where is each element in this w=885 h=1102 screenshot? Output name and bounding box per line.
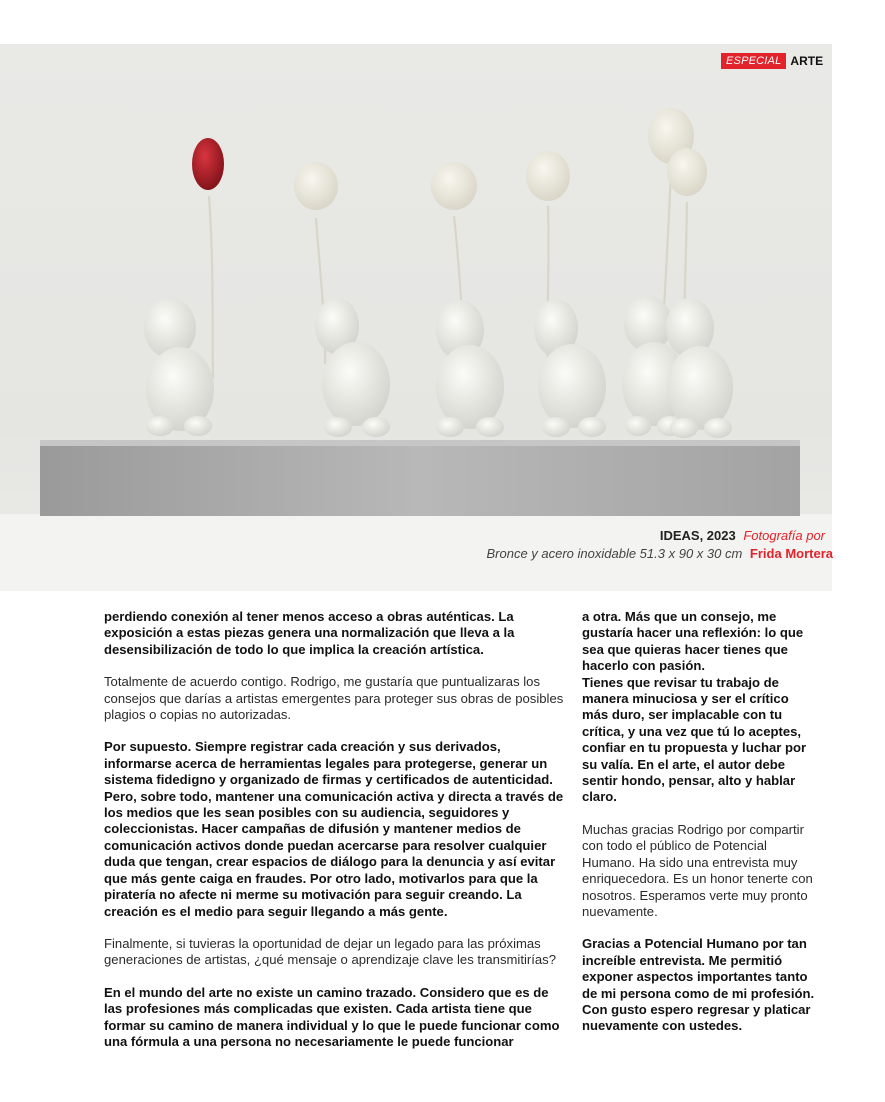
paragraph: perdiendo conexión al tener menos acceso a obras auténticas. La exposición a estas piezas genera una normalización que lleva a la desensibilización de todo lo que implica la creación artística. [104,609,515,657]
section-tag [721,52,823,70]
photo-caption-title [660,528,825,543]
sculpture-photo [0,44,832,591]
paragraph: a otra. Más que un consejo, me gustaría hacer una reflexión: lo que sea que quieras hacer tienes que hacerlo con pasión. Tienes que revisar tu trabajo de manera minuciosa y ser el crítico más duro, ser implacable con tu crítica, y una vez que tú lo aceptes, confiar en tu propuesta y luchar por su valía. En el arte, el autor debe sentir hondo, pensar, alto y hablar claro. [582,609,807,805]
figure [534,299,606,437]
article-right-column [582,609,818,1035]
article-left-column [104,609,566,1050]
paragraph: Totalmente de acuerdo contigo. Rodrigo, me gustaría que puntualizaras los consejos que darías a artistas emergentes para proteger sus obras de posibles plagios o copias no autorizadas. [104,674,564,723]
balloon [526,151,570,201]
balloon [667,148,707,196]
figure [315,298,390,437]
balloon [431,162,477,210]
artwork-title: IDEAS, 2023 [659,528,736,543]
pedestal-top [40,440,800,446]
artwork-materials: Bronce y acero inoxidable 51.3 x 90 x 30 cm [486,546,743,561]
red-balloon [192,138,224,190]
balloon [294,162,338,210]
sculpture-illustration [0,44,832,591]
paragraph: Muchas gracias Rodrigo por compartir con todo el público de Potencial Humano. Ha sido una entrevista muy enriquecedora. Es un honor tenerte con nosotros. Esperamos verte muy pronto nuevamente. [582,821,813,919]
photographer-name: Frida Mortera [749,546,833,561]
paragraph: Por supuesto. Siempre registrar cada creación y sus derivados, informarse acerca de herramientas legales para protegerse, generar un sistema fidedigno y organizado de firmas y certificados de autenticidad. Pero, sobre todo, mantener una comunicación activa y directa a través de los medios que les sean posibles con su audiencia, seguidores y coleccionistas. Hacer campañas de difusión y mantener medios de comunicación activos donde puedan acercarse para resolver cualquier duda que tengan, crear espacios de diálogo para la denuncia y así evitar que más gente caiga en fraudes. Por otro lado, motivarlos para que la piratería no afecte ni merme su motivación para seguir creando. La creación es el medio para seguir llegando a más gente. [104,739,564,919]
paragraph: Finalmente, si tuvieras la oportunidad de dejar un legado para las próximas generaciones de artistas, ¿qué mensaje o aprendizaje clave les transmitirías? [104,935,556,968]
photo-caption-details [486,546,833,561]
paragraph: En el mundo del arte no existe un camino trazado. Considero que es de las profesiones más complicadas que existen. Cada artista tiene que formar su camino de manera individual y lo que le puede funcionar como una fórmula a una persona no necesariamente le puede funcionar [104,984,560,1049]
figure [666,298,733,438]
figure [436,300,504,437]
pedestal [40,446,800,516]
section-label: ESPECIAL [721,53,786,69]
category-label: ARTE [790,54,824,68]
paragraph: Gracias a Potencial Humano por tan increíble entrevista. Me permitió exponer aspectos importantes tanto de mi persona como de mi profesión. Con gusto espero regresar y platicar nuevamente con ustedes. [582,936,815,1034]
figure [144,298,214,436]
photo-credit-label: Fotografía por [743,528,825,543]
